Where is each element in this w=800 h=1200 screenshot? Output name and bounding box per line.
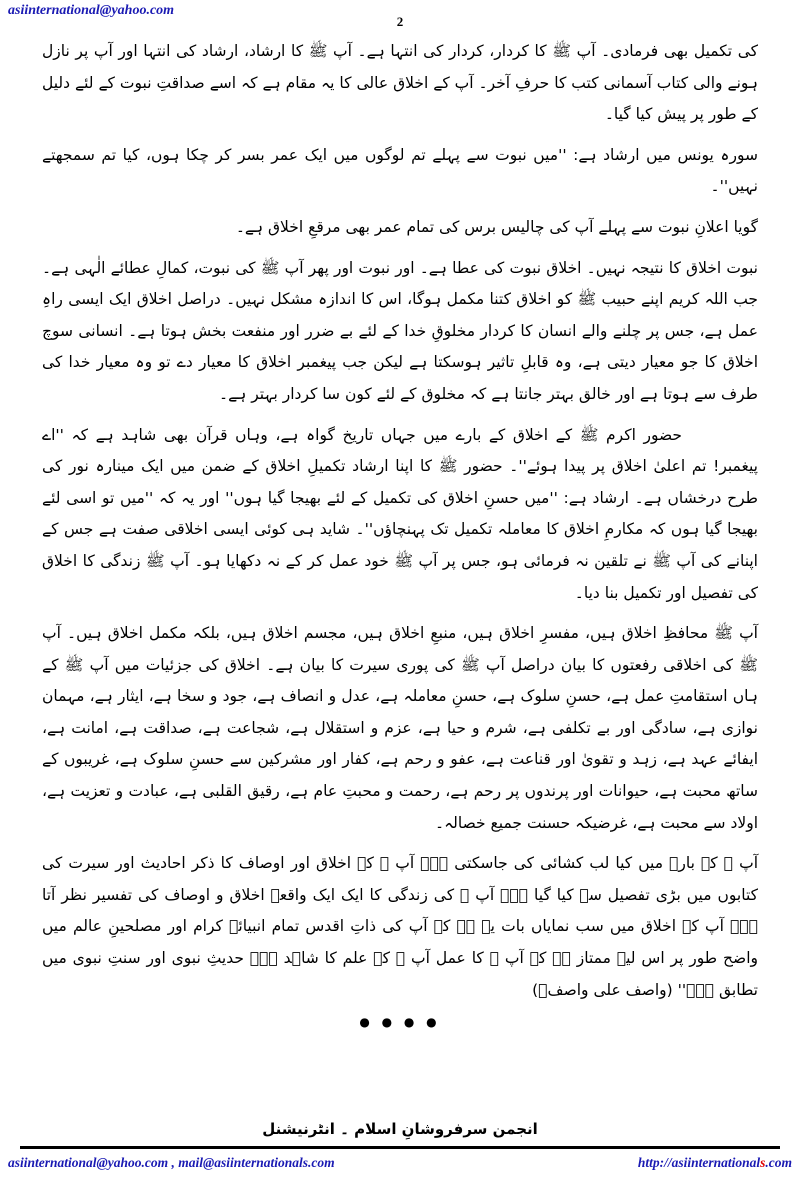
footer-url-prefix: http://asiinternational <box>637 1155 761 1170</box>
header-email[interactable]: asiinternational@yahoo.com <box>8 3 175 18</box>
paragraph-2: سورہ یونس میں ارشاد ہے: ''میں نبوت سے پہلے تم لوگوں میں ایک عمر بسر کر چکا ہوں، کیا تم سمجھتے نہیں''۔ <box>42 145 758 196</box>
paragraph-4: نبوت اخلاق کا نتیجہ نہیں۔ اخلاق نبوت کی عطا ہے۔ اور نبوت اور پھر آپ ﷺ کی نبوت، کمالِ عطائے الٰہی ہے۔ جب اللہ کریم اپنے حبیب ﷺ کو اخلاق کتنا مکمل ہوگا، اس کا اندازہ مشکل نہیں۔ دراصل اخلاق ایک ایسی راہِ عمل ہے، جس پر چلنے والے انسان کا کردار مخلوقِ خدا کے لئے بے ضرر اور منفعت بخش ہوتا ہے۔ انسانی سوچ اخلاق کا جو معیار دیتی ہے، وہ قابلِ تاثیر ہوسکتا ہے لیکن جب پیغمبر اخلاق کا معیار دے تو وہ معیار خدا کی طرف سے ہوتا ہے اور خالق بہتر جانتا ہے کہ مخلوق کے لئے کون سا کردار بہتر ہے۔ <box>42 258 758 403</box>
footer-title: انجمن سرفروشانِ اسلام ۔ انٹرنیشنل <box>262 1120 538 1138</box>
footer-website-link[interactable] <box>638 1155 792 1171</box>
footer-divider <box>20 1146 780 1149</box>
paragraph-7: آپ ﷺ کے بارے میں کیا لب کشائی کی جاسکتی ہے۔ آپ ﷺ کے اخلاق اور اوصاف کا ذکر احادیث اور سیرت کی کتابوں میں بڑی تفصیل سے کیا گیا ہے۔ آپ ﷺ کی زندگی کا ایک ایک واقعہ اخلاق و اوصاف کی تفسیر نظر آتا ہے۔ آپ کے اخلاق میں سب نمایاں بات یہ ہے کہ آپ کی ذاتِ اقدس تمام انبیائے کرام اور مصلحینِ عالم میں واضح طور پر اس لیے ممتاز ہے کہ آپ ﷺ کا عمل آپ ﷺ کے علم کا شاہد ہے۔ حدیثِ نبوی اور سنتِ نبوی میں تطابق ہے۔'' (واصف علی واصفؒ) <box>42 854 758 999</box>
paragraph-1: کی تکمیل بھی فرمادی۔ آپ ﷺ کا کردار، کردار کی انتہا ہے۔ آپ ﷺ کا ارشاد، ارشاد کی انتہا اور آپ پر نازل ہونے والی کتاب آسمانی کتب کا حرفِ آخر۔ آپ کے اخلاق عالی کا یہ مقام ہے کہ اسے صداقتِ نبوت کے لئے دلیل کے طور پر پیش کیا گیا۔ <box>42 42 758 124</box>
footer-emails[interactable]: asiinternational@yahoo.com , mail@asiinternationals.com <box>8 1155 335 1170</box>
paragraph-3: گویا اعلانِ نبوت سے پہلے آپ کی چالیس برس کی تمام عمر بھی مرقعِ اخلاق ہے۔ <box>235 217 758 236</box>
article-body <box>42 36 758 1029</box>
footer-url-highlight: s <box>760 1155 766 1170</box>
page-number: 2 <box>396 14 404 29</box>
footer-url-suffix: .com <box>765 1155 792 1170</box>
paragraph-6: آپ ﷺ محافظِ اخلاق ہیں، مفسرِ اخلاق ہیں، منبعِ اخلاق ہیں، مجسم اخلاق ہیں، بلکہ مکمل اخلاق ہیں۔ آپ ﷺ کی اخلاقی رفعتوں کا بیان دراصل آپ ﷺ کی پوری سیرت کا بیان ہے۔ اخلاق کی جزئیات میں آپ ﷺ کے ہاں استقامتِ عمل ہے، حسنِ سلوک ہے، حسنِ معاملہ ہے، عدل و انصاف ہے، جود و سخا ہے، ایثار ہے، مہمان نوازی ہے، سادگی اور بے تکلفی ہے، شرم و حیا ہے، عزم و استقلال ہے، شجاعت ہے، صداقت ہے، امانت ہے، ایفائے عہد ہے، زہد و تقویٰ اور قناعت ہے، عفو و رحم ہے، کفار اور مشرکین سے حسنِ سلوک ہے، غریبوں کے ساتھ محبت ہے، حیوانات اور پرندوں پر رحم ہے، رحمت و محبتِ عام ہے، رقیق القلبی ہے، عبادت و تعزیت ہے، اولاد سے محبت ہے، غرضیکہ حسنت جمیع خصالہ۔ <box>42 624 758 832</box>
paragraph-5: حضور اکرم ﷺ کے اخلاق کے بارے میں جہاں تاریخ گواہ ہے، وہاں قرآن بھی شاہد ہے کہ ''اے پیغمبر! تم اعلیٰ اخلاق پر پیدا ہوئے''۔ حضور ﷺ کا اپنا ارشاد تکمیلِ اخلاق کے ضمن میں ایک مینارہ نور کی طرح درخشاں ہے۔ ارشاد ہے: ''میں حسنِ اخلاق کی تکمیل کے لئے بھیجا گیا ہوں'' اور یہ کہ ''میں تو اسی لئے بھیجا گیا ہوں کہ مکارمِ اخلاق کا معاملہ تکمیل تک پہنچاؤں''۔ شاید ہی کوئی ایسی اخلاقی صفت ہے جس کے اپنانے کی آپ ﷺ نے تلقین نہ فرمائی ہو، جس پر آپ ﷺ خود عمل کر کے نہ دکھایا ہو۔ آپ ﷺ زندگی کا اخلاق کی تفصیل اور تکمیل بنا دیا۔ <box>42 425 758 602</box>
section-separator: ● ● ● ● <box>359 1015 441 1030</box>
